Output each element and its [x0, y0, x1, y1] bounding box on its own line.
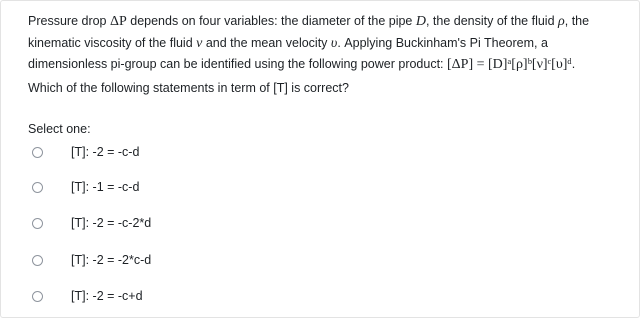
radio-button[interactable]	[32, 218, 43, 229]
question-line-1	[28, 11, 628, 33]
symbol-kinematic-viscosity: ν	[196, 35, 203, 51]
symbol-diameter: D	[415, 14, 426, 29]
answer-option-3[interactable]	[32, 215, 151, 231]
power-product-formula: [ΔP] = [D]ᵃ[ρ]ᵇ[ν]ᶜ[υ]ᵈ	[447, 57, 572, 72]
answer-option-1[interactable]	[32, 144, 139, 160]
question-text-segment: dimensionless pi-group can be identified using the following power product:	[28, 57, 448, 71]
symbol-velocity: υ	[330, 35, 338, 51]
question-line-2	[28, 33, 628, 55]
symbol-density: ρ	[558, 14, 565, 29]
radio-button[interactable]	[32, 147, 43, 158]
question-line-3	[28, 54, 628, 76]
symbol-delta-p: ΔP	[109, 14, 127, 29]
question-text-segment: kinematic viscosity of the fluid	[28, 35, 197, 50]
question-text	[28, 11, 628, 76]
answer-option-4[interactable]	[32, 252, 151, 268]
question-prompt: Which of the following statements in term of [T] is correct?	[28, 81, 349, 95]
select-one-label: Select one:	[28, 122, 91, 136]
question-text-segment: , the	[564, 14, 590, 28]
radio-button[interactable]	[32, 182, 43, 193]
option-label[interactable]: [T]: -2 = -2*c-d	[71, 253, 152, 267]
radio-button[interactable]	[32, 291, 43, 302]
question-text-segment: and the mean velocity	[202, 35, 331, 50]
answer-option-2[interactable]	[32, 179, 139, 195]
option-label[interactable]: [T]: -1 = -c-d	[71, 180, 140, 194]
question-text-segment: depends on four variables: the diameter of the pipe	[126, 14, 416, 28]
option-label[interactable]: [T]: -2 = -c+d	[71, 289, 143, 303]
option-label[interactable]: [T]: -2 = -c-2*d	[71, 216, 152, 230]
answer-option-5[interactable]	[32, 288, 143, 304]
option-label[interactable]: [T]: -2 = -c-d	[71, 145, 140, 159]
radio-button[interactable]	[32, 255, 43, 266]
question-text-segment: , the density of the fluid	[425, 14, 559, 28]
question-text-segment: . Applying Buckinham's Pi Theorem, a	[337, 35, 548, 50]
question-text-segment: .	[571, 57, 576, 71]
question-text-segment: Pressure drop	[28, 14, 110, 28]
